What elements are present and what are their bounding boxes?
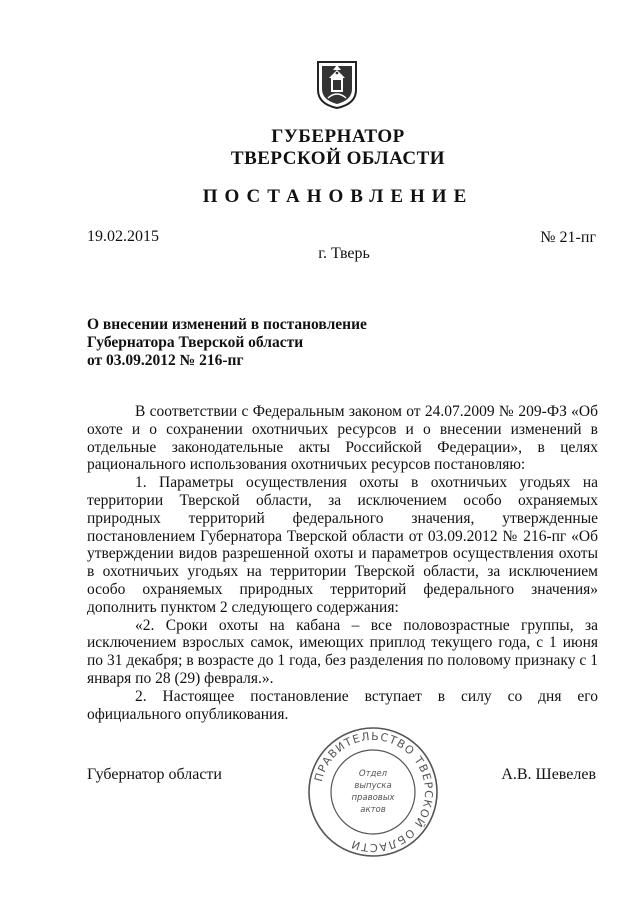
subject-line1: О внесении изменений в постановление	[87, 316, 367, 333]
official-stamp-icon	[305, 724, 441, 860]
signatory-title: Губернатор области	[87, 766, 222, 783]
document-date: 19.02.2015	[87, 228, 159, 245]
body-paragraph-preamble: В соответствии с Федеральным законом от 24.07.2009 № 209-ФЗ «Об охоте и о сохранении охотничьих ресурсов и о внесении изменений в отдельные законодательные акты Российской Федерации», в целях рационального использования охотничьих ресурсов постановляю:	[87, 403, 598, 474]
body-paragraph-item1: 1. Параметры осуществления охоты в охотничьих угодьях на территории Тверской области, за исключением особо охраняемых природных территорий федерального значения, утвержденные постановлением Губернатора Тверской области от 03.09.2012 № 216-пг «Об утверждении видов разрешенной охоты и параметров осуществления охоты в охотничьих угодьях на территории Тверской области, за исключением особо охраняемых природных территорий федерального значения» дополнить пунктом 2 следующего содержания:	[87, 474, 598, 616]
body-paragraph-item2: 2. Настоящее постановление вступает в силу со дня его официального опубликования.	[87, 687, 598, 723]
svg-text:выпуска: выпуска	[354, 781, 392, 791]
svg-text:актов: актов	[360, 805, 386, 815]
svg-text:правовых: правовых	[351, 793, 395, 803]
svg-text:Отдел: Отдел	[358, 769, 388, 779]
document-city: г. Тверь	[318, 245, 370, 262]
org-title-line1: ГУБЕРНАТОР	[271, 126, 405, 147]
coat-of-arms-icon	[316, 60, 358, 110]
signatory-name: А.В. Шевелев	[501, 766, 596, 783]
document-type: ПОСТАНОВЛЕНИЕ	[202, 186, 474, 207]
subject-line3: от 03.09.2012 № 216-пг	[87, 352, 244, 369]
document-subject	[87, 316, 417, 370]
svg-text:ПРАВИТЕЛЬСТВО ТВЕРСКОЙ ОБЛАСТИ: ПРАВИТЕЛЬСТВО ТВЕРСКОЙ ОБЛАСТИ	[312, 729, 436, 855]
body-paragraph-quote: «2. Сроки охоты на кабана – все половозрастные группы, за исключением взрослых самок, имеющих приплод текущего года, с 1 июня по 31 декабря; в возрасте до 1 года, без разделения по половому признаку с 1 января по 28 (29) февраля.».	[87, 616, 598, 687]
subject-line2: Губернатора Тверской области	[87, 334, 304, 351]
org-title-line2: ТВЕРСКОЙ ОБЛАСТИ	[230, 148, 446, 169]
document-number: № 21-пг	[540, 229, 596, 246]
document-body	[87, 403, 598, 723]
